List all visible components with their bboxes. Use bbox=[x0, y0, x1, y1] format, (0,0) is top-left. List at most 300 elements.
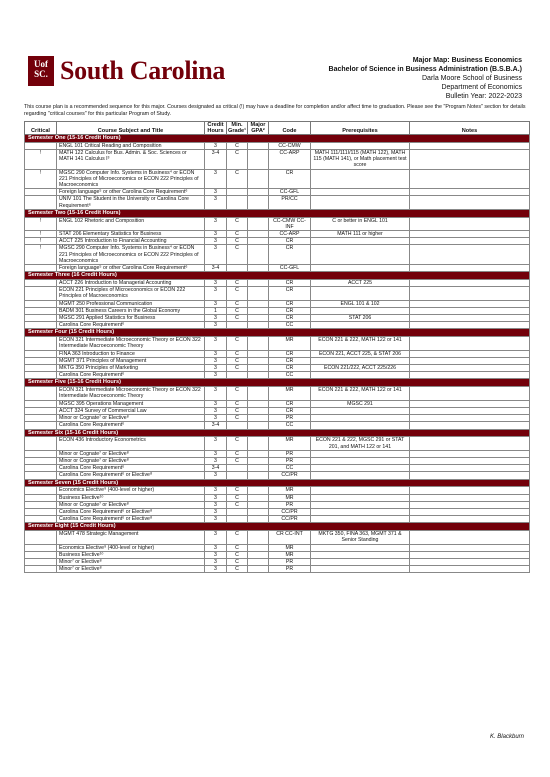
semester-title: Semester Seven (15 Credit Hours) bbox=[25, 479, 530, 487]
critical-cell bbox=[25, 551, 57, 558]
notes-cell bbox=[410, 196, 530, 209]
hours-cell: 3 bbox=[205, 472, 227, 479]
prereq-cell bbox=[311, 494, 410, 501]
course-row bbox=[25, 465, 530, 472]
course-row bbox=[25, 516, 530, 523]
grade-cell: C bbox=[227, 350, 248, 357]
code-cell: CR bbox=[269, 169, 311, 189]
hours-cell: 3 bbox=[205, 450, 227, 457]
grade-cell: C bbox=[227, 437, 248, 450]
grade-cell: C bbox=[227, 217, 248, 230]
notes-cell bbox=[410, 217, 530, 230]
prereq-cell bbox=[311, 189, 410, 196]
grade-cell: C bbox=[227, 300, 248, 307]
hours-cell: 3 bbox=[205, 189, 227, 196]
prereq-cell bbox=[311, 265, 410, 272]
notes-cell bbox=[410, 322, 530, 329]
prereq-cell bbox=[311, 566, 410, 573]
course-row bbox=[25, 531, 530, 544]
prereq-cell bbox=[311, 516, 410, 523]
notes-cell bbox=[410, 551, 530, 558]
col-gpa: Major GPA² bbox=[248, 122, 269, 135]
code-cell: MR bbox=[269, 551, 311, 558]
prereq-cell: ENGL 101 & 102 bbox=[311, 300, 410, 307]
course-row bbox=[25, 407, 530, 414]
course-cell: Carolina Core Requirement⁶ bbox=[57, 422, 205, 429]
notes-cell bbox=[410, 516, 530, 523]
course-row bbox=[25, 472, 530, 479]
grade-cell bbox=[227, 189, 248, 196]
course-cell: Carolina Core Requirement⁶ bbox=[57, 322, 205, 329]
code-cell: CC-GFL bbox=[269, 189, 311, 196]
grade-cell: C bbox=[227, 365, 248, 372]
critical-cell bbox=[25, 501, 57, 508]
critical-cell: ! bbox=[25, 217, 57, 230]
hours-cell: 3 bbox=[205, 217, 227, 230]
critical-cell bbox=[25, 350, 57, 357]
critical-cell bbox=[25, 566, 57, 573]
critical-cell bbox=[25, 196, 57, 209]
course-cell: Minor⁷ or Elective⁸ bbox=[57, 558, 205, 565]
semester-header bbox=[25, 329, 530, 337]
course-cell: Minor or Cognate⁷ or Elective⁸ bbox=[57, 457, 205, 464]
critical-cell bbox=[25, 142, 57, 149]
prereq-cell bbox=[311, 508, 410, 515]
critical-cell bbox=[25, 322, 57, 329]
hours-cell: 3-4 bbox=[205, 150, 227, 170]
grade-cell bbox=[227, 465, 248, 472]
prereq-cell bbox=[311, 372, 410, 379]
grade-cell: C bbox=[227, 231, 248, 238]
course-row bbox=[25, 501, 530, 508]
notes-cell bbox=[410, 189, 530, 196]
course-cell: Carolina Core Requirement⁶ bbox=[57, 465, 205, 472]
hours-cell: 3 bbox=[205, 196, 227, 209]
prereq-cell bbox=[311, 357, 410, 364]
prereq-cell: MATH 111/111I/115 (MATH 122), MATH 115 (MATH 141), or Math placement test score bbox=[311, 150, 410, 170]
critical-cell bbox=[25, 494, 57, 501]
hours-cell: 3 bbox=[205, 544, 227, 551]
code-cell: CR bbox=[269, 407, 311, 414]
notes-cell bbox=[410, 487, 530, 494]
prereq-cell: MATH 111 or higher bbox=[311, 231, 410, 238]
hours-cell: 3 bbox=[205, 315, 227, 322]
notes-cell bbox=[410, 387, 530, 400]
grade-cell: C bbox=[227, 142, 248, 149]
gpa-cell bbox=[248, 387, 269, 400]
critical-cell bbox=[25, 365, 57, 372]
gpa-cell bbox=[248, 531, 269, 544]
gpa-cell bbox=[248, 487, 269, 494]
course-cell: FINA 363 Introduction to Finance bbox=[57, 350, 205, 357]
semester-title: Semester Eight (15 Credit Hours) bbox=[25, 523, 530, 531]
notes-cell bbox=[410, 280, 530, 287]
hours-cell: 3 bbox=[205, 245, 227, 265]
course-row bbox=[25, 337, 530, 350]
notes-cell bbox=[410, 566, 530, 573]
course-row bbox=[25, 245, 530, 265]
code-cell: CR bbox=[269, 350, 311, 357]
course-row bbox=[25, 508, 530, 515]
hours-cell: 3 bbox=[205, 142, 227, 149]
course-cell: ECON 221 Principles of Microeconomics or ECON 222 Principles of Macroeconomics bbox=[57, 287, 205, 300]
gpa-cell bbox=[248, 150, 269, 170]
code-cell: PR/CC bbox=[269, 196, 311, 209]
course-cell: MKTG 350 Principles of Marketing bbox=[57, 365, 205, 372]
code-cell: CC-ARP bbox=[269, 231, 311, 238]
hours-cell: 3-4 bbox=[205, 422, 227, 429]
grade-cell: C bbox=[227, 415, 248, 422]
gpa-cell bbox=[248, 415, 269, 422]
gpa-cell bbox=[248, 566, 269, 573]
critical-cell bbox=[25, 307, 57, 314]
gpa-cell bbox=[248, 350, 269, 357]
gpa-cell bbox=[248, 357, 269, 364]
prereq-cell bbox=[311, 501, 410, 508]
grade-cell: C bbox=[227, 487, 248, 494]
grade-cell: C bbox=[227, 169, 248, 189]
gpa-cell bbox=[248, 437, 269, 450]
grade-cell bbox=[227, 196, 248, 209]
prereq-cell: MKTG 350, FINA 363, MGMT 371 & Senior Standing bbox=[311, 531, 410, 544]
code-cell: MR bbox=[269, 494, 311, 501]
critical-cell bbox=[25, 422, 57, 429]
critical-cell bbox=[25, 450, 57, 457]
code-cell: CR bbox=[269, 357, 311, 364]
course-plan-table bbox=[24, 121, 530, 573]
notes-cell bbox=[410, 415, 530, 422]
prereq-cell bbox=[311, 169, 410, 189]
col-grade: Min. Grade¹ bbox=[228, 122, 247, 134]
grade-cell: C bbox=[227, 400, 248, 407]
code-cell: MR bbox=[269, 437, 311, 450]
prereq-cell bbox=[311, 487, 410, 494]
course-row bbox=[25, 280, 530, 287]
course-row bbox=[25, 189, 530, 196]
course-cell: Foreign language⁵ or other Carolina Core Requirement⁶ bbox=[57, 189, 205, 196]
code-cell: CC bbox=[269, 465, 311, 472]
table-header-row bbox=[25, 122, 530, 135]
notes-cell bbox=[410, 531, 530, 544]
course-cell: MGSC 290 Computer Info. Systems in Business⁴ or ECON 221 Principles of Microeconomics or ECON 222 Principles of Macroeconomics bbox=[57, 169, 205, 189]
course-row bbox=[25, 287, 530, 300]
grade-cell bbox=[227, 265, 248, 272]
code-cell: CC bbox=[269, 372, 311, 379]
hours-cell: 1 bbox=[205, 307, 227, 314]
code-cell: CR bbox=[269, 245, 311, 265]
course-row bbox=[25, 450, 530, 457]
prereq-cell bbox=[311, 465, 410, 472]
prereq-cell: ACCT 225 bbox=[311, 280, 410, 287]
prereq-cell bbox=[311, 544, 410, 551]
gpa-cell bbox=[248, 465, 269, 472]
prereq-cell: ECON 221, ACCT 225, & STAT 206 bbox=[311, 350, 410, 357]
grade-cell: C bbox=[227, 150, 248, 170]
code-cell: MR bbox=[269, 387, 311, 400]
course-cell: Minor⁷ or Elective⁸ bbox=[57, 566, 205, 573]
notes-cell bbox=[410, 407, 530, 414]
code-cell: CR bbox=[269, 238, 311, 245]
notes-cell bbox=[410, 238, 530, 245]
course-row bbox=[25, 357, 530, 364]
course-row bbox=[25, 322, 530, 329]
hours-cell: 3 bbox=[205, 365, 227, 372]
prereq-cell: MGSC 291 bbox=[311, 400, 410, 407]
gpa-cell bbox=[248, 501, 269, 508]
grade-cell: C bbox=[227, 494, 248, 501]
code-cell: PR bbox=[269, 457, 311, 464]
semester-title: Semester Five (15-16 Credit Hours) bbox=[25, 379, 530, 387]
critical-cell bbox=[25, 280, 57, 287]
course-cell: BADM 301 Business Careers in the Global Economy bbox=[57, 307, 205, 314]
prereq-cell: ECON 221 & 222, MATH 122 or 141 bbox=[311, 387, 410, 400]
critical-cell bbox=[25, 415, 57, 422]
gpa-cell bbox=[248, 558, 269, 565]
hours-cell: 3 bbox=[205, 169, 227, 189]
course-row bbox=[25, 415, 530, 422]
critical-cell bbox=[25, 315, 57, 322]
course-cell: Carolina Core Requirement⁶ or Elective⁸ bbox=[57, 516, 205, 523]
critical-cell: ! bbox=[25, 238, 57, 245]
notes-cell bbox=[410, 315, 530, 322]
code-cell: PR bbox=[269, 501, 311, 508]
prereq-cell bbox=[311, 551, 410, 558]
grade-cell: C bbox=[227, 531, 248, 544]
hours-cell: 3 bbox=[205, 437, 227, 450]
semester-header bbox=[25, 272, 530, 280]
gpa-cell bbox=[248, 238, 269, 245]
col-course: Course Subject and Title bbox=[57, 122, 205, 135]
hours-cell: 3 bbox=[205, 494, 227, 501]
critical-cell bbox=[25, 300, 57, 307]
course-cell: ENGL 102 Rhetoric and Composition bbox=[57, 217, 205, 230]
grade-cell: C bbox=[227, 407, 248, 414]
code-cell: PR bbox=[269, 415, 311, 422]
course-row bbox=[25, 307, 530, 314]
code-cell: CC/PR bbox=[269, 516, 311, 523]
notes-cell bbox=[410, 350, 530, 357]
course-row bbox=[25, 217, 530, 230]
gpa-cell bbox=[248, 142, 269, 149]
critical-cell bbox=[25, 400, 57, 407]
critical-cell: ! bbox=[25, 231, 57, 238]
critical-cell bbox=[25, 457, 57, 464]
gpa-cell bbox=[248, 422, 269, 429]
hours-cell: 3 bbox=[205, 337, 227, 350]
grade-cell: C bbox=[227, 357, 248, 364]
critical-cell bbox=[25, 265, 57, 272]
hours-cell: 3 bbox=[205, 551, 227, 558]
course-cell: Carolina Core Requirement⁶ bbox=[57, 372, 205, 379]
course-cell: Business Elective¹⁰ bbox=[57, 494, 205, 501]
notes-cell bbox=[410, 422, 530, 429]
course-row bbox=[25, 566, 530, 573]
course-cell: ACCT 225 Introduction to Financial Accounting bbox=[57, 238, 205, 245]
hours-cell: 3 bbox=[205, 487, 227, 494]
hours-cell: 3 bbox=[205, 322, 227, 329]
grade-cell: C bbox=[227, 566, 248, 573]
course-row bbox=[25, 400, 530, 407]
course-cell: Minor or Cognate⁷ or Elective⁸ bbox=[57, 501, 205, 508]
code-cell: CC-ARP bbox=[269, 150, 311, 170]
gpa-cell bbox=[248, 169, 269, 189]
course-row bbox=[25, 350, 530, 357]
code-cell: CR bbox=[269, 400, 311, 407]
gpa-cell bbox=[248, 322, 269, 329]
course-cell: Foreign language⁵ or other Carolina Core Requirement⁶ bbox=[57, 265, 205, 272]
prereq-cell: ECON 221 & 222, MATH 122 or 141 bbox=[311, 337, 410, 350]
course-row bbox=[25, 437, 530, 450]
code-cell: PR bbox=[269, 558, 311, 565]
code-cell: CC bbox=[269, 322, 311, 329]
prereq-cell bbox=[311, 407, 410, 414]
code-cell: CR bbox=[269, 315, 311, 322]
semester-header bbox=[25, 135, 530, 143]
hours-cell: 3 bbox=[205, 501, 227, 508]
course-row bbox=[25, 487, 530, 494]
grade-cell bbox=[227, 508, 248, 515]
course-row bbox=[25, 315, 530, 322]
school-name: Darla Moore School of Business bbox=[422, 75, 522, 82]
critical-cell bbox=[25, 372, 57, 379]
gpa-cell bbox=[248, 245, 269, 265]
col-code: Code bbox=[269, 122, 311, 135]
prereq-cell bbox=[311, 422, 410, 429]
prereq-cell bbox=[311, 457, 410, 464]
intro-note: This course plan is a recommended sequence for this major. Courses designated as critical (!) may have a deadline for completion and/or affect time to graduation. Please see the "Program Notes" section for details regarding "critical courses" for this particular Program of Study. bbox=[24, 104, 526, 117]
critical-cell: ! bbox=[25, 150, 57, 170]
gpa-cell bbox=[248, 551, 269, 558]
grade-cell: C bbox=[227, 501, 248, 508]
hours-cell: 3 bbox=[205, 415, 227, 422]
course-cell: MGSC 290 Computer Info. Systems in Business⁴ or ECON 221 Principles of Microeconomics or ECON 222 Principles of Macroeconomics bbox=[57, 245, 205, 265]
critical-cell bbox=[25, 544, 57, 551]
notes-cell bbox=[410, 457, 530, 464]
gpa-cell bbox=[248, 400, 269, 407]
gpa-cell bbox=[248, 189, 269, 196]
notes-cell bbox=[410, 465, 530, 472]
hours-cell: 3 bbox=[205, 508, 227, 515]
hours-cell: 3 bbox=[205, 280, 227, 287]
grade-cell: C bbox=[227, 558, 248, 565]
course-row bbox=[25, 422, 530, 429]
hours-cell: 3 bbox=[205, 357, 227, 364]
gpa-cell bbox=[248, 217, 269, 230]
hours-cell: 3 bbox=[205, 287, 227, 300]
semester-title: Semester One (15-16 Credit Hours) bbox=[25, 135, 530, 143]
code-cell: CC/PR bbox=[269, 472, 311, 479]
notes-cell bbox=[410, 150, 530, 170]
hours-cell: 3 bbox=[205, 350, 227, 357]
university-logo bbox=[28, 56, 225, 86]
hours-cell: 3 bbox=[205, 400, 227, 407]
course-cell: Business Elective¹⁰ bbox=[57, 551, 205, 558]
grade-cell: C bbox=[227, 280, 248, 287]
prereq-cell bbox=[311, 238, 410, 245]
critical-cell bbox=[25, 387, 57, 400]
code-cell: CR bbox=[269, 300, 311, 307]
hours-cell: 3-4 bbox=[205, 465, 227, 472]
critical-cell: ! bbox=[25, 245, 57, 265]
gpa-cell bbox=[248, 407, 269, 414]
course-row bbox=[25, 231, 530, 238]
grade-cell: C bbox=[227, 337, 248, 350]
grade-cell: C bbox=[227, 287, 248, 300]
major-title: Major Map: Business Economics bbox=[412, 57, 522, 64]
table-body bbox=[25, 135, 530, 573]
gpa-cell bbox=[248, 280, 269, 287]
code-cell: MR bbox=[269, 337, 311, 350]
notes-cell bbox=[410, 558, 530, 565]
course-row bbox=[25, 387, 530, 400]
hours-cell: 3 bbox=[205, 238, 227, 245]
notes-cell bbox=[410, 400, 530, 407]
grade-cell bbox=[227, 322, 248, 329]
prereq-cell bbox=[311, 472, 410, 479]
hours-cell: 3 bbox=[205, 457, 227, 464]
gpa-cell bbox=[248, 315, 269, 322]
prereq-cell bbox=[311, 450, 410, 457]
prereq-cell bbox=[311, 196, 410, 209]
critical-cell bbox=[25, 437, 57, 450]
gpa-cell bbox=[248, 196, 269, 209]
department-name: Department of Economics bbox=[441, 84, 522, 91]
notes-cell bbox=[410, 372, 530, 379]
notes-cell bbox=[410, 357, 530, 364]
gpa-cell bbox=[248, 516, 269, 523]
critical-cell bbox=[25, 558, 57, 565]
course-cell: ECON 321 Intermediate Microeconomic Theory or ECON 322 Intermediate Macroeconomic Theory bbox=[57, 387, 205, 400]
notes-cell bbox=[410, 365, 530, 372]
semester-title: Semester Six (15-16 Credit Hours) bbox=[25, 429, 530, 437]
course-row bbox=[25, 169, 530, 189]
code-cell: CC bbox=[269, 422, 311, 429]
gpa-cell bbox=[248, 365, 269, 372]
wordmark: South Carolina bbox=[60, 56, 226, 85]
course-row bbox=[25, 558, 530, 565]
grade-cell bbox=[227, 472, 248, 479]
prereq-cell: ECON 221/222, ACCT 225/226 bbox=[311, 365, 410, 372]
grade-cell: C bbox=[227, 551, 248, 558]
hours-cell: 3 bbox=[205, 407, 227, 414]
critical-cell bbox=[25, 531, 57, 544]
critical-cell bbox=[25, 357, 57, 364]
page-header bbox=[329, 56, 522, 101]
course-row bbox=[25, 150, 530, 170]
notes-cell bbox=[410, 494, 530, 501]
gpa-cell bbox=[248, 300, 269, 307]
code-cell: CC-CMW bbox=[269, 142, 311, 149]
prereq-cell bbox=[311, 307, 410, 314]
code-cell: CC/PR bbox=[269, 508, 311, 515]
code-cell: CR bbox=[269, 287, 311, 300]
code-cell: PR bbox=[269, 566, 311, 573]
col-hours: Credit Hours bbox=[205, 122, 227, 135]
course-cell: ECON 436 Introductory Econometrics bbox=[57, 437, 205, 450]
critical-cell bbox=[25, 508, 57, 515]
grade-cell bbox=[227, 422, 248, 429]
code-cell: CR CC-INT bbox=[269, 531, 311, 544]
course-cell: STAT 206 Elementary Statistics for Business bbox=[57, 231, 205, 238]
semester-header bbox=[25, 429, 530, 437]
course-cell: MGSC 291 Applied Statistics for Business bbox=[57, 315, 205, 322]
course-row bbox=[25, 544, 530, 551]
hours-cell: 3 bbox=[205, 531, 227, 544]
hours-cell: 3 bbox=[205, 372, 227, 379]
critical-cell bbox=[25, 472, 57, 479]
col-prereq: Prerequisites bbox=[311, 122, 410, 135]
notes-cell bbox=[410, 231, 530, 238]
